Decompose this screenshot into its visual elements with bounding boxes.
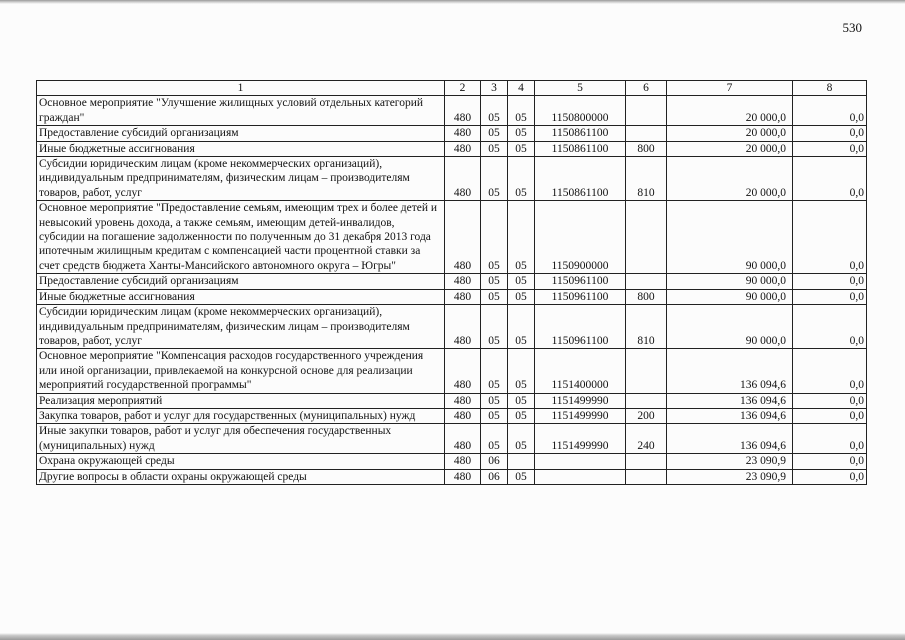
cell-target-article [535, 469, 626, 484]
cell-name: Основное мероприятие "Улучшение жилищных условий отдельных категорий граждан" [37, 96, 445, 126]
table-row [37, 274, 867, 289]
cell-expense-type: 200 [626, 408, 667, 423]
cell-expense-type: 240 [626, 424, 667, 454]
cell-name: Субсидии юридическим лицам (кроме некоммерческих организаций), индивидуальным предпринимателям, физическим лицам – производителям товаров, работ, услуг [37, 157, 445, 201]
cell-target-article: 1150800000 [535, 96, 626, 126]
cell-amount: 136 094,6 [667, 393, 793, 408]
cell-subsection: 05 [508, 393, 535, 408]
cell-ministry: 480 [445, 424, 481, 454]
cell-amount-2: 0,0 [793, 157, 867, 201]
cell-amount: 23 090,9 [667, 454, 793, 469]
scan-edge-bottom [0, 633, 905, 640]
cell-amount-2: 0,0 [793, 424, 867, 454]
cell-amount: 90 000,0 [667, 289, 793, 304]
table-row [37, 454, 867, 469]
header-cell: 2 [445, 81, 481, 96]
cell-name: Основное мероприятие "Компенсация расходов государственного учреждения или иной организации, привлекаемой на конкурсной основе для реализации мероприятий государственной программы" [37, 349, 445, 393]
header-cell: 4 [508, 81, 535, 96]
cell-ministry: 480 [445, 469, 481, 484]
cell-ministry: 480 [445, 349, 481, 393]
cell-expense-type [626, 469, 667, 484]
cell-section: 05 [481, 96, 508, 126]
cell-section: 05 [481, 408, 508, 423]
cell-amount-2: 0,0 [793, 126, 867, 141]
cell-amount: 20 000,0 [667, 96, 793, 126]
cell-amount-2: 0,0 [793, 141, 867, 156]
cell-name: Субсидии юридическим лицам (кроме некоммерческих организаций), индивидуальным предпринимателям, физическим лицам – производителям товаров, работ, услуг [37, 305, 445, 349]
cell-target-article: 1150900000 [535, 201, 626, 274]
table-row [37, 408, 867, 423]
cell-target-article: 1150861100 [535, 126, 626, 141]
cell-ministry: 480 [445, 274, 481, 289]
cell-name: Иные закупки товаров, работ и услуг для обеспечения государственных (муниципальных) нужд [37, 424, 445, 454]
cell-section: 06 [481, 454, 508, 469]
cell-section: 05 [481, 424, 508, 454]
cell-ministry: 480 [445, 289, 481, 304]
cell-expense-type [626, 274, 667, 289]
cell-section: 05 [481, 289, 508, 304]
cell-amount: 136 094,6 [667, 349, 793, 393]
cell-amount-2: 0,0 [793, 274, 867, 289]
cell-subsection: 05 [508, 157, 535, 201]
cell-subsection: 05 [508, 141, 535, 156]
cell-ministry: 480 [445, 454, 481, 469]
cell-target-article: 1150961100 [535, 289, 626, 304]
cell-section: 05 [481, 349, 508, 393]
scan-edge-top [0, 0, 905, 4]
cell-ministry: 480 [445, 408, 481, 423]
table-row [37, 289, 867, 304]
cell-amount-2: 0,0 [793, 469, 867, 484]
cell-amount-2: 0,0 [793, 289, 867, 304]
cell-amount-2: 0,0 [793, 454, 867, 469]
table-row [37, 349, 867, 393]
cell-expense-type [626, 96, 667, 126]
table-row [37, 96, 867, 126]
cell-amount: 90 000,0 [667, 201, 793, 274]
cell-amount: 136 094,6 [667, 424, 793, 454]
cell-name: Иные бюджетные ассигнования [37, 289, 445, 304]
cell-ministry: 480 [445, 157, 481, 201]
cell-expense-type: 800 [626, 289, 667, 304]
cell-amount: 136 094,6 [667, 408, 793, 423]
cell-section: 05 [481, 305, 508, 349]
header-cell: 3 [481, 81, 508, 96]
cell-amount-2: 0,0 [793, 349, 867, 393]
cell-target-article: 1150861100 [535, 141, 626, 156]
cell-name: Охрана окружающей среды [37, 454, 445, 469]
cell-amount: 23 090,9 [667, 469, 793, 484]
cell-amount: 20 000,0 [667, 126, 793, 141]
table-row [37, 305, 867, 349]
cell-name: Предоставление субсидий организациям [37, 274, 445, 289]
cell-section: 06 [481, 469, 508, 484]
table-row [37, 424, 867, 454]
cell-expense-type [626, 454, 667, 469]
cell-name: Другие вопросы в области охраны окружающей среды [37, 469, 445, 484]
cell-amount-2: 0,0 [793, 96, 867, 126]
cell-subsection: 05 [508, 289, 535, 304]
cell-ministry: 480 [445, 141, 481, 156]
cell-name: Реализация мероприятий [37, 393, 445, 408]
cell-expense-type [626, 393, 667, 408]
cell-section: 05 [481, 141, 508, 156]
cell-expense-type: 800 [626, 141, 667, 156]
header-cell: 6 [626, 81, 667, 96]
cell-ministry: 480 [445, 305, 481, 349]
cell-amount: 90 000,0 [667, 274, 793, 289]
cell-subsection: 05 [508, 305, 535, 349]
cell-target-article: 1150861100 [535, 157, 626, 201]
cell-name: Иные бюджетные ассигнования [37, 141, 445, 156]
cell-amount-2: 0,0 [793, 408, 867, 423]
cell-amount: 20 000,0 [667, 157, 793, 201]
budget-table [36, 80, 867, 485]
cell-target-article: 1150961100 [535, 305, 626, 349]
cell-section: 05 [481, 393, 508, 408]
header-row [37, 81, 867, 96]
cell-ministry: 480 [445, 126, 481, 141]
header-cell: 7 [667, 81, 793, 96]
cell-subsection: 05 [508, 408, 535, 423]
cell-section: 05 [481, 201, 508, 274]
page-number: 530 [842, 20, 862, 35]
cell-target-article: 1151499990 [535, 393, 626, 408]
cell-target-article [535, 454, 626, 469]
cell-ministry: 480 [445, 201, 481, 274]
table-row [37, 141, 867, 156]
cell-subsection: 05 [508, 96, 535, 126]
cell-ministry: 480 [445, 96, 481, 126]
cell-subsection: 05 [508, 126, 535, 141]
table-row [37, 393, 867, 408]
cell-amount-2: 0,0 [793, 201, 867, 274]
cell-name: Основное мероприятие "Предоставление семьям, имеющим трех и более детей и невысокий уровень дохода, а также семьям, имеющим детей-инвалидов, субсидии на погашение задолженности по полученным до 31 декабря 2013 года ипотечным жилищным кредитам с компенсацией части процентной ставки за счет средств бюджета Ханты-Мансийского автономного округа – Югры" [37, 201, 445, 274]
cell-subsection: 05 [508, 201, 535, 274]
cell-subsection: 05 [508, 424, 535, 454]
table-row [37, 201, 867, 274]
cell-name: Закупка товаров, работ и услуг для государственных (муниципальных) нужд [37, 408, 445, 423]
cell-name: Предоставление субсидий организациям [37, 126, 445, 141]
cell-section: 05 [481, 157, 508, 201]
cell-subsection [508, 454, 535, 469]
cell-subsection: 05 [508, 349, 535, 393]
cell-amount: 90 000,0 [667, 305, 793, 349]
cell-target-article: 1150961100 [535, 274, 626, 289]
cell-expense-type [626, 201, 667, 274]
table-row [37, 126, 867, 141]
cell-target-article: 1151499990 [535, 424, 626, 454]
cell-expense-type [626, 349, 667, 393]
cell-expense-type [626, 126, 667, 141]
header-cell: 8 [793, 81, 867, 96]
cell-amount-2: 0,0 [793, 393, 867, 408]
header-cell: 1 [37, 81, 445, 96]
cell-expense-type: 810 [626, 157, 667, 201]
cell-section: 05 [481, 274, 508, 289]
cell-target-article: 1151400000 [535, 349, 626, 393]
table-row [37, 157, 867, 201]
table-row [37, 469, 867, 484]
cell-ministry: 480 [445, 393, 481, 408]
cell-subsection: 05 [508, 274, 535, 289]
cell-amount-2: 0,0 [793, 305, 867, 349]
cell-target-article: 1151499990 [535, 408, 626, 423]
cell-subsection: 05 [508, 469, 535, 484]
cell-expense-type: 810 [626, 305, 667, 349]
header-cell: 5 [535, 81, 626, 96]
cell-amount: 20 000,0 [667, 141, 793, 156]
cell-section: 05 [481, 126, 508, 141]
